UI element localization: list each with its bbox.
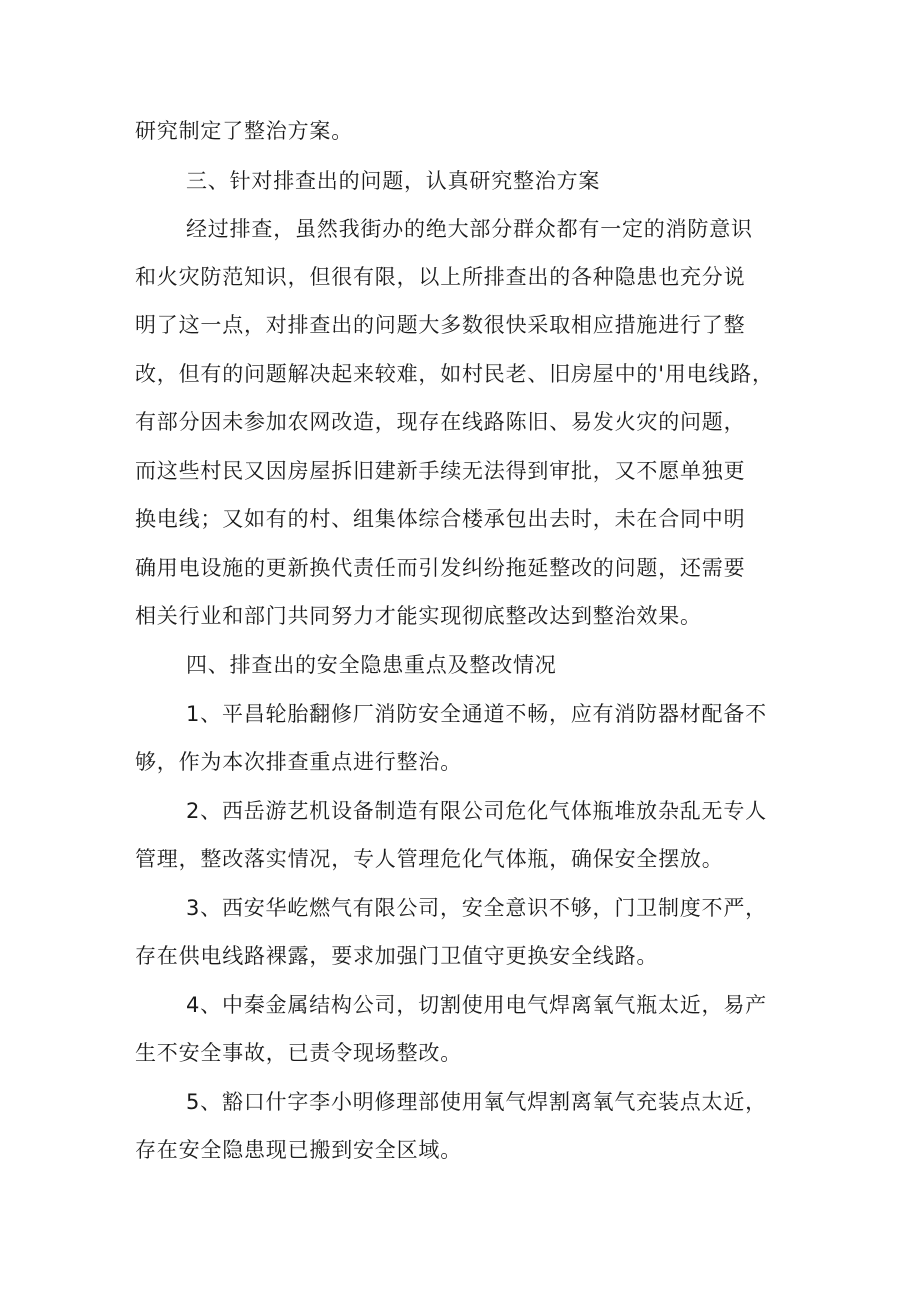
paragraph-text: 明了这一点，对排查出的问题大多数很快采取相应措施进行了整	[135, 313, 746, 337]
list-item-text: 5、豁口什字李小明修理部使用氧气焊割离氧气充装点太近，	[186, 1090, 767, 1114]
text-line	[0, 501, 920, 537]
paragraph-text: 改，但有的问题解决起来较难，如村民老、旧房屋中的'用电线路，	[135, 362, 774, 386]
text-line	[0, 404, 920, 440]
paragraph-text: 有部分因未参加农网改造，现存在线路陈旧、易发火灾的问题，	[135, 410, 746, 434]
text-line	[0, 453, 920, 489]
text-line	[0, 841, 920, 877]
text-line	[0, 113, 920, 149]
text-line	[0, 890, 920, 926]
text-line	[0, 1084, 920, 1120]
list-item-text: 生不安全事故，已责令现场整改。	[135, 1041, 462, 1065]
text-line	[0, 356, 920, 392]
list-item-text: 管理，整改落实情况，专人管理危化气体瓶，确保安全摆放。	[135, 847, 724, 871]
paragraph-text: 研究制定了整治方案。	[135, 119, 353, 143]
paragraph-text: 确用电设施的更新换代责任而引发纠纷拖延整改的问题，还需要	[135, 556, 746, 580]
text-line	[0, 163, 920, 199]
text-line	[0, 259, 920, 295]
section-heading: 三、针对排查出的问题，认真研究整治方案	[186, 169, 601, 193]
text-line	[0, 938, 920, 974]
text-line	[0, 1035, 920, 1071]
text-line	[0, 793, 920, 829]
list-item-text: 存在供电线路裸露，要求加强门卫值守更换安全线路。	[135, 944, 659, 968]
text-line	[0, 1132, 920, 1168]
text-line	[0, 307, 920, 343]
text-line	[0, 696, 920, 732]
section-heading: 四、排查出的安全隐患重点及整改情况	[186, 653, 557, 677]
list-item-text: 4、中秦金属结构公司，切割使用电气焊离氧气瓶太近，易产	[186, 993, 767, 1017]
paragraph-text: 换电线；又如有的村、组集体综合楼承包出去时，未在合同中明	[135, 507, 746, 531]
list-item-text: 够，作为本次排查重点进行整治。	[135, 750, 462, 774]
text-line	[0, 744, 920, 780]
list-item-text: 1、平昌轮胎翻修厂消防安全通道不畅，应有消防器材配备不	[186, 702, 767, 726]
list-item-text: 2、西岳游艺机设备制造有限公司危化气体瓶堆放杂乱无专人	[186, 799, 767, 823]
paragraph-text: 经过排查，虽然我街办的绝大部分群众都有一定的消防意识	[186, 217, 753, 241]
text-line	[0, 647, 920, 683]
paragraph-text: 而这些村民又因房屋拆旧建新手续无法得到审批，又不愿单独更	[135, 459, 746, 483]
text-line	[0, 987, 920, 1023]
paragraph-text: 相关行业和部门共同努力才能实现彻底整改达到整治效果。	[135, 604, 702, 628]
list-item-text: 存在安全隐患现已搬到安全区域。	[135, 1138, 462, 1162]
text-line	[0, 550, 920, 586]
text-line	[0, 211, 920, 247]
list-item-text: 3、西安华屹燃气有限公司，安全意识不够，门卫制度不严，	[186, 896, 767, 920]
text-line	[0, 598, 920, 634]
paragraph-text: 和火灾防范知识，但很有限，以上所排查出的各种隐患也充分说	[135, 265, 746, 289]
